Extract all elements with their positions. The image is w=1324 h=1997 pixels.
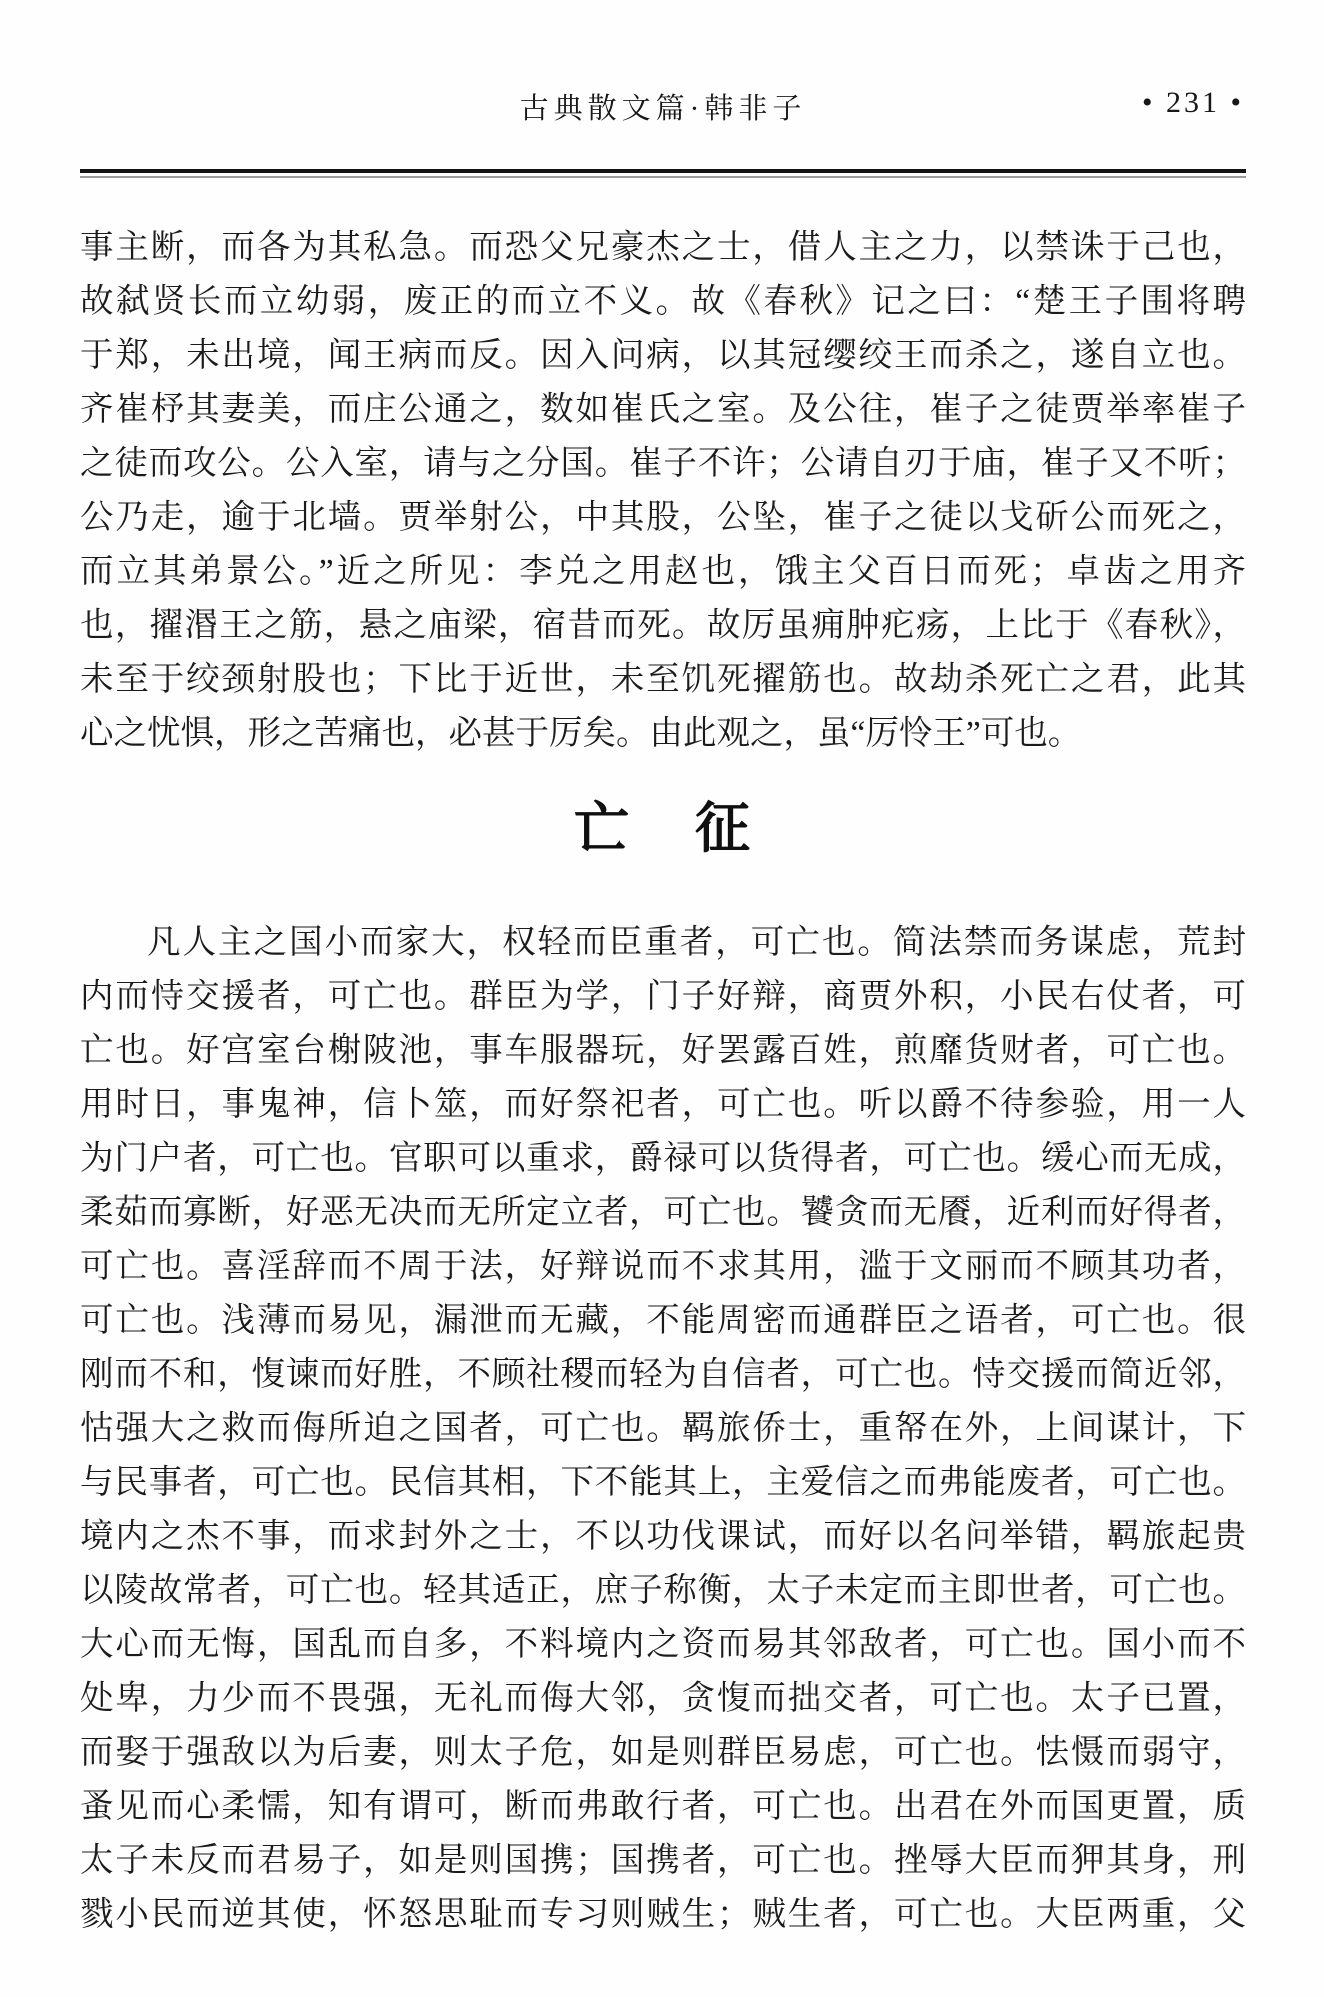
text-line: 心之忧惧，形之苦痛也，必甚于厉矣。由此观之，虽“厉怜王”可也。 (80, 715, 1082, 752)
text-line: 于郑，未出境，闻王病而反。因入问病，以其冠缨绞王而杀之，遂自立也。 (80, 337, 1246, 374)
text-line: 怙强大之救而侮所迫之国者，可亡也。羁旅侨士，重帑在外，上间谋计，下 (80, 1410, 1246, 1447)
text-line: 与民事者，可亡也。民信其相，下不能其上，主爱信之而弗能废者，可亡也。 (80, 1464, 1246, 1501)
text-line: 为门户者，可亡也。官职可以重求，爵禄可以货得者，可亡也。缓心而无成， (80, 1140, 1246, 1177)
text-line: 太子未反而君易子，如是则国携；国携者，可亡也。挫辱大臣而狎其身，刑 (80, 1842, 1246, 1879)
text-line: 未至于绞颈射股也；下比于近世，未至饥死擢筋也。故劫杀死亡之君，此其 (80, 661, 1246, 698)
text-line: 柔茹而寡断，好恶无决而无所定立者，可亡也。饕贪而无餍，近利而好得者， (80, 1194, 1246, 1231)
section-title-char-left: 亡 (573, 797, 629, 859)
text-line: 大心而无悔，国乱而自多，不料境内之资而易其邻敌者，可亡也。国小而不 (80, 1626, 1246, 1663)
page-header (80, 86, 1246, 128)
header-divider (80, 169, 1246, 178)
header-divider-thick-line (80, 169, 1246, 173)
header-divider-thin-line (80, 176, 1246, 178)
running-head-title: 古典散文篇·韩非子 (519, 93, 807, 125)
text-line: 戮小民而逆其使，怀怒思耻而专习则贼生；贼生者，可亡也。大臣两重，父 (80, 1896, 1246, 1933)
section-title-char-right: 征 (695, 797, 751, 859)
text-line: 可亡也。喜淫辞而不周于法，好辩说而不求其用，滥于文丽而不顾其功者， (80, 1248, 1246, 1285)
paragraph-wangzheng (80, 916, 1246, 1942)
text-line: 用时日，事鬼神，信卜筮，而好祭祀者，可亡也。听以爵不待参验，用一人 (80, 1086, 1246, 1123)
text-line: 而立其弟景公。”近之所见：李兑之用赵也，饿主父百日而死；卓齿之用齐 (80, 553, 1246, 590)
text-line: 事主断，而各为其私急。而恐父兄豪杰之士，借人主之力，以禁诛于己也， (80, 229, 1246, 266)
text-line: 处卑，力少而不畏强，无礼而侮大邻，贪愎而拙交者，可亡也。太子已置， (80, 1680, 1246, 1717)
text-line: 故弑贤长而立幼弱，废正的而立不义。故《春秋》记之曰：“楚王子围将聘 (80, 283, 1246, 320)
text-line: 内而恃交援者，可亡也。群臣为学，门子好辩，商贾外积，小民右仗者，可 (80, 978, 1246, 1015)
text-line: 也，擢湣王之筋，悬之庙梁，宿昔而死。故厉虽痈肿疕疡，上比于《春秋》， (80, 607, 1246, 644)
text-line: 蚤见而心柔懦，知有谓可，断而弗敢行者，可亡也。出君在外而国更置，质 (80, 1788, 1246, 1825)
text-line: 之徒而攻公。公入室，请与之分国。崔子不许；公请自刃于庙，崔子又不听； (80, 445, 1246, 482)
section-title (0, 788, 1324, 868)
text-line: 以陵故常者，可亡也。轻其适正，庶子称衡，太子未定而主即世者，可亡也。 (80, 1572, 1246, 1609)
text-line: 而娶于强敌以为后妻，则太子危，如是则群臣易虑，可亡也。怯慑而弱守， (80, 1734, 1246, 1771)
paragraph-continuation (80, 221, 1246, 761)
text-line: 凡人主之国小而家大，权轻而臣重者，可亡也。简法禁而务谋虑，荒封 (147, 924, 1246, 961)
text-line: 刚而不和，愎谏而好胜，不顾社稷而轻为自信者，可亡也。恃交援而简近邻， (80, 1356, 1246, 1393)
text-line: 亡也。好宫室台榭陂池，事车服器玩，好罢露百姓，煎靡货财者，可亡也。 (80, 1032, 1246, 1069)
text-line: 可亡也。浅薄而易见，漏泄而无藏，不能周密而通群臣之语者，可亡也。很 (80, 1302, 1246, 1339)
text-line: 齐崔杼其妻美，而庄公通之，数如崔氏之室。及公往，崔子之徒贾举率崔子 (80, 391, 1246, 428)
text-line: 公乃走，逾于北墙。贾举射公，中其股，公坠，崔子之徒以戈斫公而死之， (80, 499, 1246, 536)
text-line: 境内之杰不事，而求封外之士，不以功伐课试，而好以名问举错，羁旅起贵 (80, 1518, 1246, 1555)
page-number: • 231 • (1141, 86, 1244, 119)
